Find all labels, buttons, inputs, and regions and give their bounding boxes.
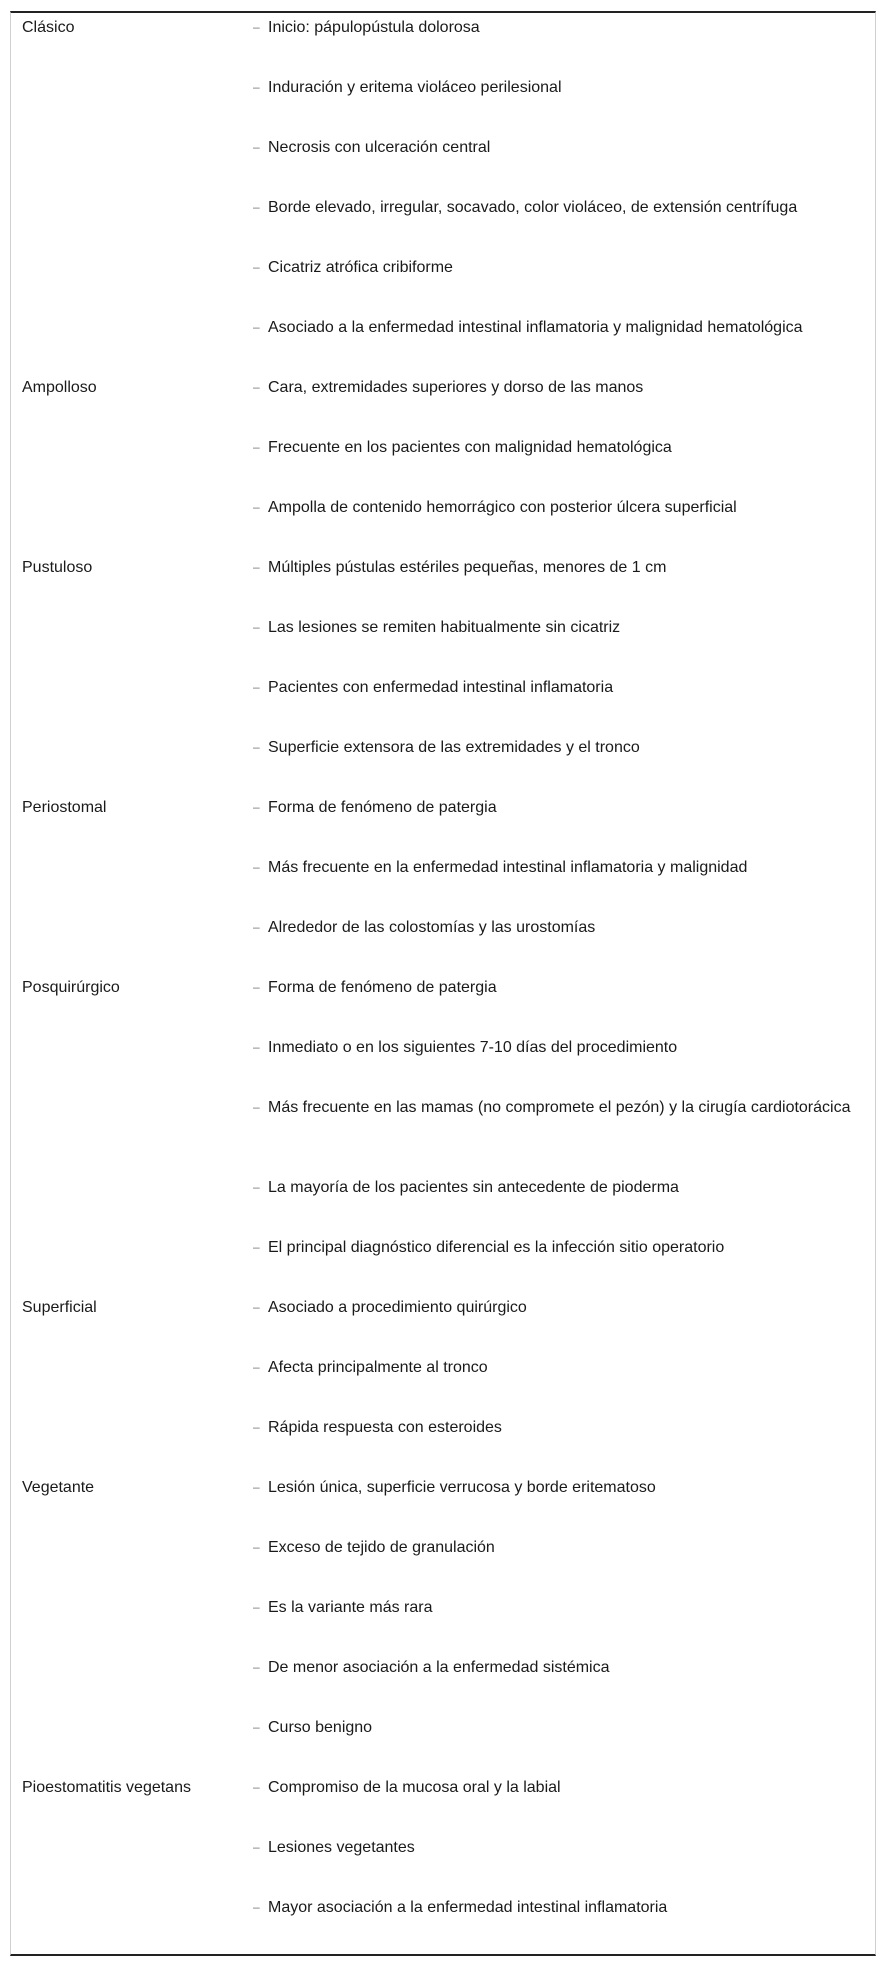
bullet-dash-icon: – [253,200,260,214]
feature-item [253,1717,868,1738]
feature-text: Lesión única, superficie verrucosa y borde eritematoso [268,1479,656,1496]
feature-item [253,17,868,38]
bullet-dash-icon: – [253,800,260,814]
bullet-dash-icon: – [253,680,260,694]
bullet-dash-icon: – [253,1600,260,1614]
bullet-dash-icon: – [253,1040,260,1054]
feature-item [253,557,868,578]
feature-text: Más frecuente en las mamas (no compromete el pezón) y la cirugía cardiotorácica [268,1099,851,1116]
feature-text: Es la variante más rara [268,1599,433,1616]
feature-item [253,77,868,98]
feature-item [253,1357,868,1378]
feature-text: El principal diagnóstico diferencial es la infección sitio operatorio [268,1239,725,1256]
feature-item [253,1537,868,1558]
feature-item [253,497,868,518]
feature-item [253,137,868,158]
feature-text: Asociado a la enfermedad intestinal inflamatoria y malignidad hematológica [268,319,803,336]
feature-item [253,857,868,878]
feature-text: Lesiones vegetantes [268,1839,415,1856]
feature-item [253,1897,868,1918]
feature-text: Cicatriz atrófica cribiforme [268,259,453,276]
feature-text: Compromiso de la mucosa oral y la labial [268,1779,561,1796]
feature-item [253,1837,868,1858]
bullet-dash-icon: – [253,1180,260,1194]
bullet-dash-icon: – [253,560,260,574]
bullet-dash-icon: – [253,1840,260,1854]
feature-item [253,1237,868,1258]
bullet-dash-icon: – [253,1720,260,1734]
feature-item [253,797,868,818]
feature-text: Múltiples pústulas estériles pequeñas, menores de 1 cm [268,559,667,576]
feature-item [253,257,868,278]
feature-text: Necrosis con ulceración central [268,139,491,156]
bullet-dash-icon: – [253,1240,260,1254]
feature-text: Más frecuente en la enfermedad intestinal inflamatoria y malignidad [268,859,748,876]
variant-name: Clásico [22,19,75,36]
bullet-dash-icon: – [253,1360,260,1374]
feature-item [253,1777,868,1798]
feature-item [253,1477,868,1498]
bullet-dash-icon: – [253,1420,260,1434]
bullet-dash-icon: – [253,1540,260,1554]
bullet-dash-icon: – [253,1900,260,1914]
feature-text: Asociado a procedimiento quirúrgico [268,1299,527,1316]
bullet-dash-icon: – [253,740,260,754]
bullet-dash-icon: – [253,1660,260,1674]
feature-item [253,437,868,458]
feature-item [253,197,868,218]
feature-item [253,317,868,338]
feature-item [253,1097,868,1118]
bullet-dash-icon: – [253,1300,260,1314]
bullet-dash-icon: – [253,440,260,454]
bullet-dash-icon: – [253,500,260,514]
feature-item [253,737,868,758]
feature-item [253,1177,868,1198]
feature-text: Pacientes con enfermedad intestinal inflamatoria [268,679,614,696]
bullet-dash-icon: – [253,920,260,934]
bullet-dash-icon: – [253,1780,260,1794]
variant-name: Pioestomatitis vegetans [22,1779,191,1796]
variant-name: Ampolloso [22,379,97,396]
feature-item [253,917,868,938]
bullet-dash-icon: – [253,1480,260,1494]
feature-text: Frecuente en los pacientes con malignidad hematológica [268,439,672,456]
bullet-dash-icon: – [253,380,260,394]
bullet-dash-icon: – [253,80,260,94]
feature-text: Exceso de tejido de granulación [268,1539,495,1556]
feature-text: Superficie extensora de las extremidades y el tronco [268,739,640,756]
feature-text: Alrededor de las colostomías y las urostomías [268,919,596,936]
feature-text: Induración y eritema violáceo perilesional [268,79,562,96]
feature-text: Curso benigno [268,1719,373,1736]
feature-item [253,977,868,998]
feature-item [253,1657,868,1678]
bullet-dash-icon: – [253,320,260,334]
feature-item [253,1417,868,1438]
feature-text: Forma de fenómeno de patergia [268,799,497,816]
bullet-dash-icon: – [253,140,260,154]
bullet-dash-icon: – [253,1100,260,1114]
feature-text: Afecta principalmente al tronco [268,1359,488,1376]
variant-name: Superficial [22,1299,97,1316]
feature-text: Cara, extremidades superiores y dorso de las manos [268,379,644,396]
variant-name: Periostomal [22,799,107,816]
feature-text: La mayoría de los pacientes sin antecedente de pioderma [268,1179,679,1196]
feature-item [253,1297,868,1318]
feature-item [253,617,868,638]
feature-text: Las lesiones se remiten habitualmente sin cicatriz [268,619,621,636]
feature-item [253,377,868,398]
variant-name: Vegetante [22,1479,95,1496]
bullet-dash-icon: – [253,20,260,34]
bullet-dash-icon: – [253,260,260,274]
variant-name: Posquirúrgico [22,979,120,996]
bullet-dash-icon: – [253,620,260,634]
feature-text: De menor asociación a la enfermedad sistémica [268,1659,610,1676]
feature-text: Inicio: pápulopústula dolorosa [268,19,480,36]
bullet-dash-icon: – [253,980,260,994]
variant-name: Pustuloso [22,559,93,576]
feature-text: Forma de fenómeno de patergia [268,979,497,996]
feature-text: Ampolla de contenido hemorrágico con posterior úlcera superficial [268,499,737,516]
feature-text: Inmediato o en los siguientes 7-10 días del procedimiento [268,1039,678,1056]
bullet-dash-icon: – [253,860,260,874]
feature-item [253,1597,868,1618]
feature-text: Rápida respuesta con esteroides [268,1419,502,1436]
feature-text: Mayor asociación a la enfermedad intestinal inflamatoria [268,1899,668,1916]
feature-item [253,1037,868,1058]
feature-item [253,677,868,698]
clinical-variants-table [10,11,876,1956]
feature-text: Borde elevado, irregular, socavado, color violáceo, de extensión centrífuga [268,199,798,216]
